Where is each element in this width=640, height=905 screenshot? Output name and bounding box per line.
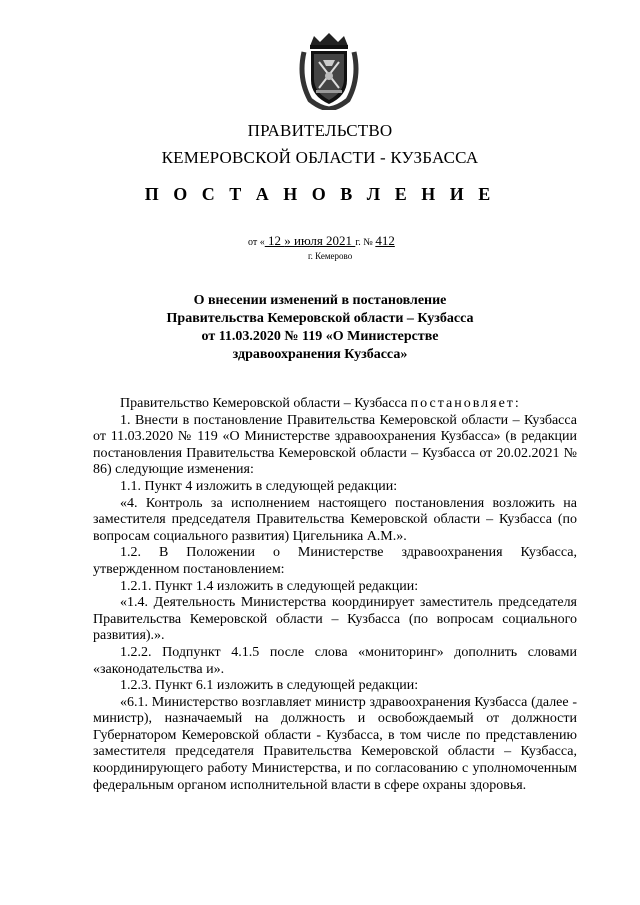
- body-paragraph-quote-1-4: «1.4. Деятельность Министерства координирует заместитель председателя Правительства Кемеровской области – Кузбасса (по вопросам социального развития).».: [93, 595, 577, 644]
- subject-line2: Правительства Кемеровской области – Кузбасса: [166, 311, 474, 326]
- subject-line3: от 11.03.2020 № 119 «О Министерстве: [201, 329, 439, 344]
- body-paragraph-1-1: 1.1. Пункт 4 изложить в следующей редакции:: [120, 478, 398, 494]
- document-city: г. Кемерово: [308, 251, 353, 261]
- date-prefix: от «: [248, 237, 265, 248]
- body-paragraph-1-2: 1.2. В Положении о Министерстве здравоохранения Кузбасса, утвержденном постановлением:: [93, 545, 577, 577]
- date-year-suffix: г. №: [355, 237, 376, 248]
- body-intro: [93, 396, 577, 413]
- document-subject: [0, 292, 640, 364]
- intro-text: Правительство Кемеровской области – Кузбасса: [120, 396, 411, 411]
- organization-name-line1: ПРАВИТЕЛЬСТВО: [247, 121, 393, 140]
- coat-of-arms-icon: [296, 30, 362, 110]
- date-mid: »: [284, 233, 294, 248]
- body-paragraph-1-2-1: 1.2.1. Пункт 1.4 изложить в следующей редакции:: [120, 578, 419, 594]
- body-paragraph-1-2-2: 1.2.2. Подпункт 4.1.5 после слова «мониторинг» дополнить словами «законодательства и».: [93, 644, 577, 677]
- date-day: 12: [264, 233, 285, 248]
- subject-line4: здравоохранения Кузбасса»: [232, 347, 408, 362]
- document-type-title: П О С Т А Н О В Л Е Н И Е: [144, 184, 496, 204]
- document-number: 412: [375, 233, 395, 248]
- document-body: [93, 396, 577, 794]
- intro-decree-word: постановляет:: [410, 396, 521, 411]
- document-date-line: [248, 233, 395, 249]
- subject-line1: О внесении изменений в постановление: [193, 293, 447, 308]
- body-paragraph-quote-4: «4. Контроль за исполнением настоящего постановления возложить на заместителя председателя Правительства Кемеровской области – Кузбасса (по вопросам социального развития) Цигельника А.М.».: [93, 495, 577, 544]
- organization-name-line2: КЕМЕРОВСКОЙ ОБЛАСТИ - КУЗБАССА: [161, 148, 479, 167]
- body-paragraph-1-2-3: 1.2.3. Пункт 6.1 изложить в следующей редакции:: [120, 678, 419, 694]
- date-month-year: июля 2021: [294, 233, 356, 248]
- body-paragraph-quote-6-1: «6.1. Министерство возглавляет министр здравоохранения Кузбасса (далее - министр), назначаемый на должность и освобождаемый от должности Губернатором Кемеровской области - Кузбасса, в том числе по представлению заместителя председателя Правительства Кемеровской области – Кузбасса, координирующего работу Министерства, и по согласованию с уполномоченным федеральным органом исполнительной власти в сфере охраны здоровья.: [93, 694, 577, 793]
- body-paragraph-1: 1. Внести в постановление Правительства Кемеровской области – Кузбасса от 11.03.2020 № 119 «О Министерстве здравоохранения Кузбасса» (в редакции постановления Правительства Кемеровской области – Кузбасса от 20.02.2021 № 86) следующие изменения:: [93, 412, 577, 478]
